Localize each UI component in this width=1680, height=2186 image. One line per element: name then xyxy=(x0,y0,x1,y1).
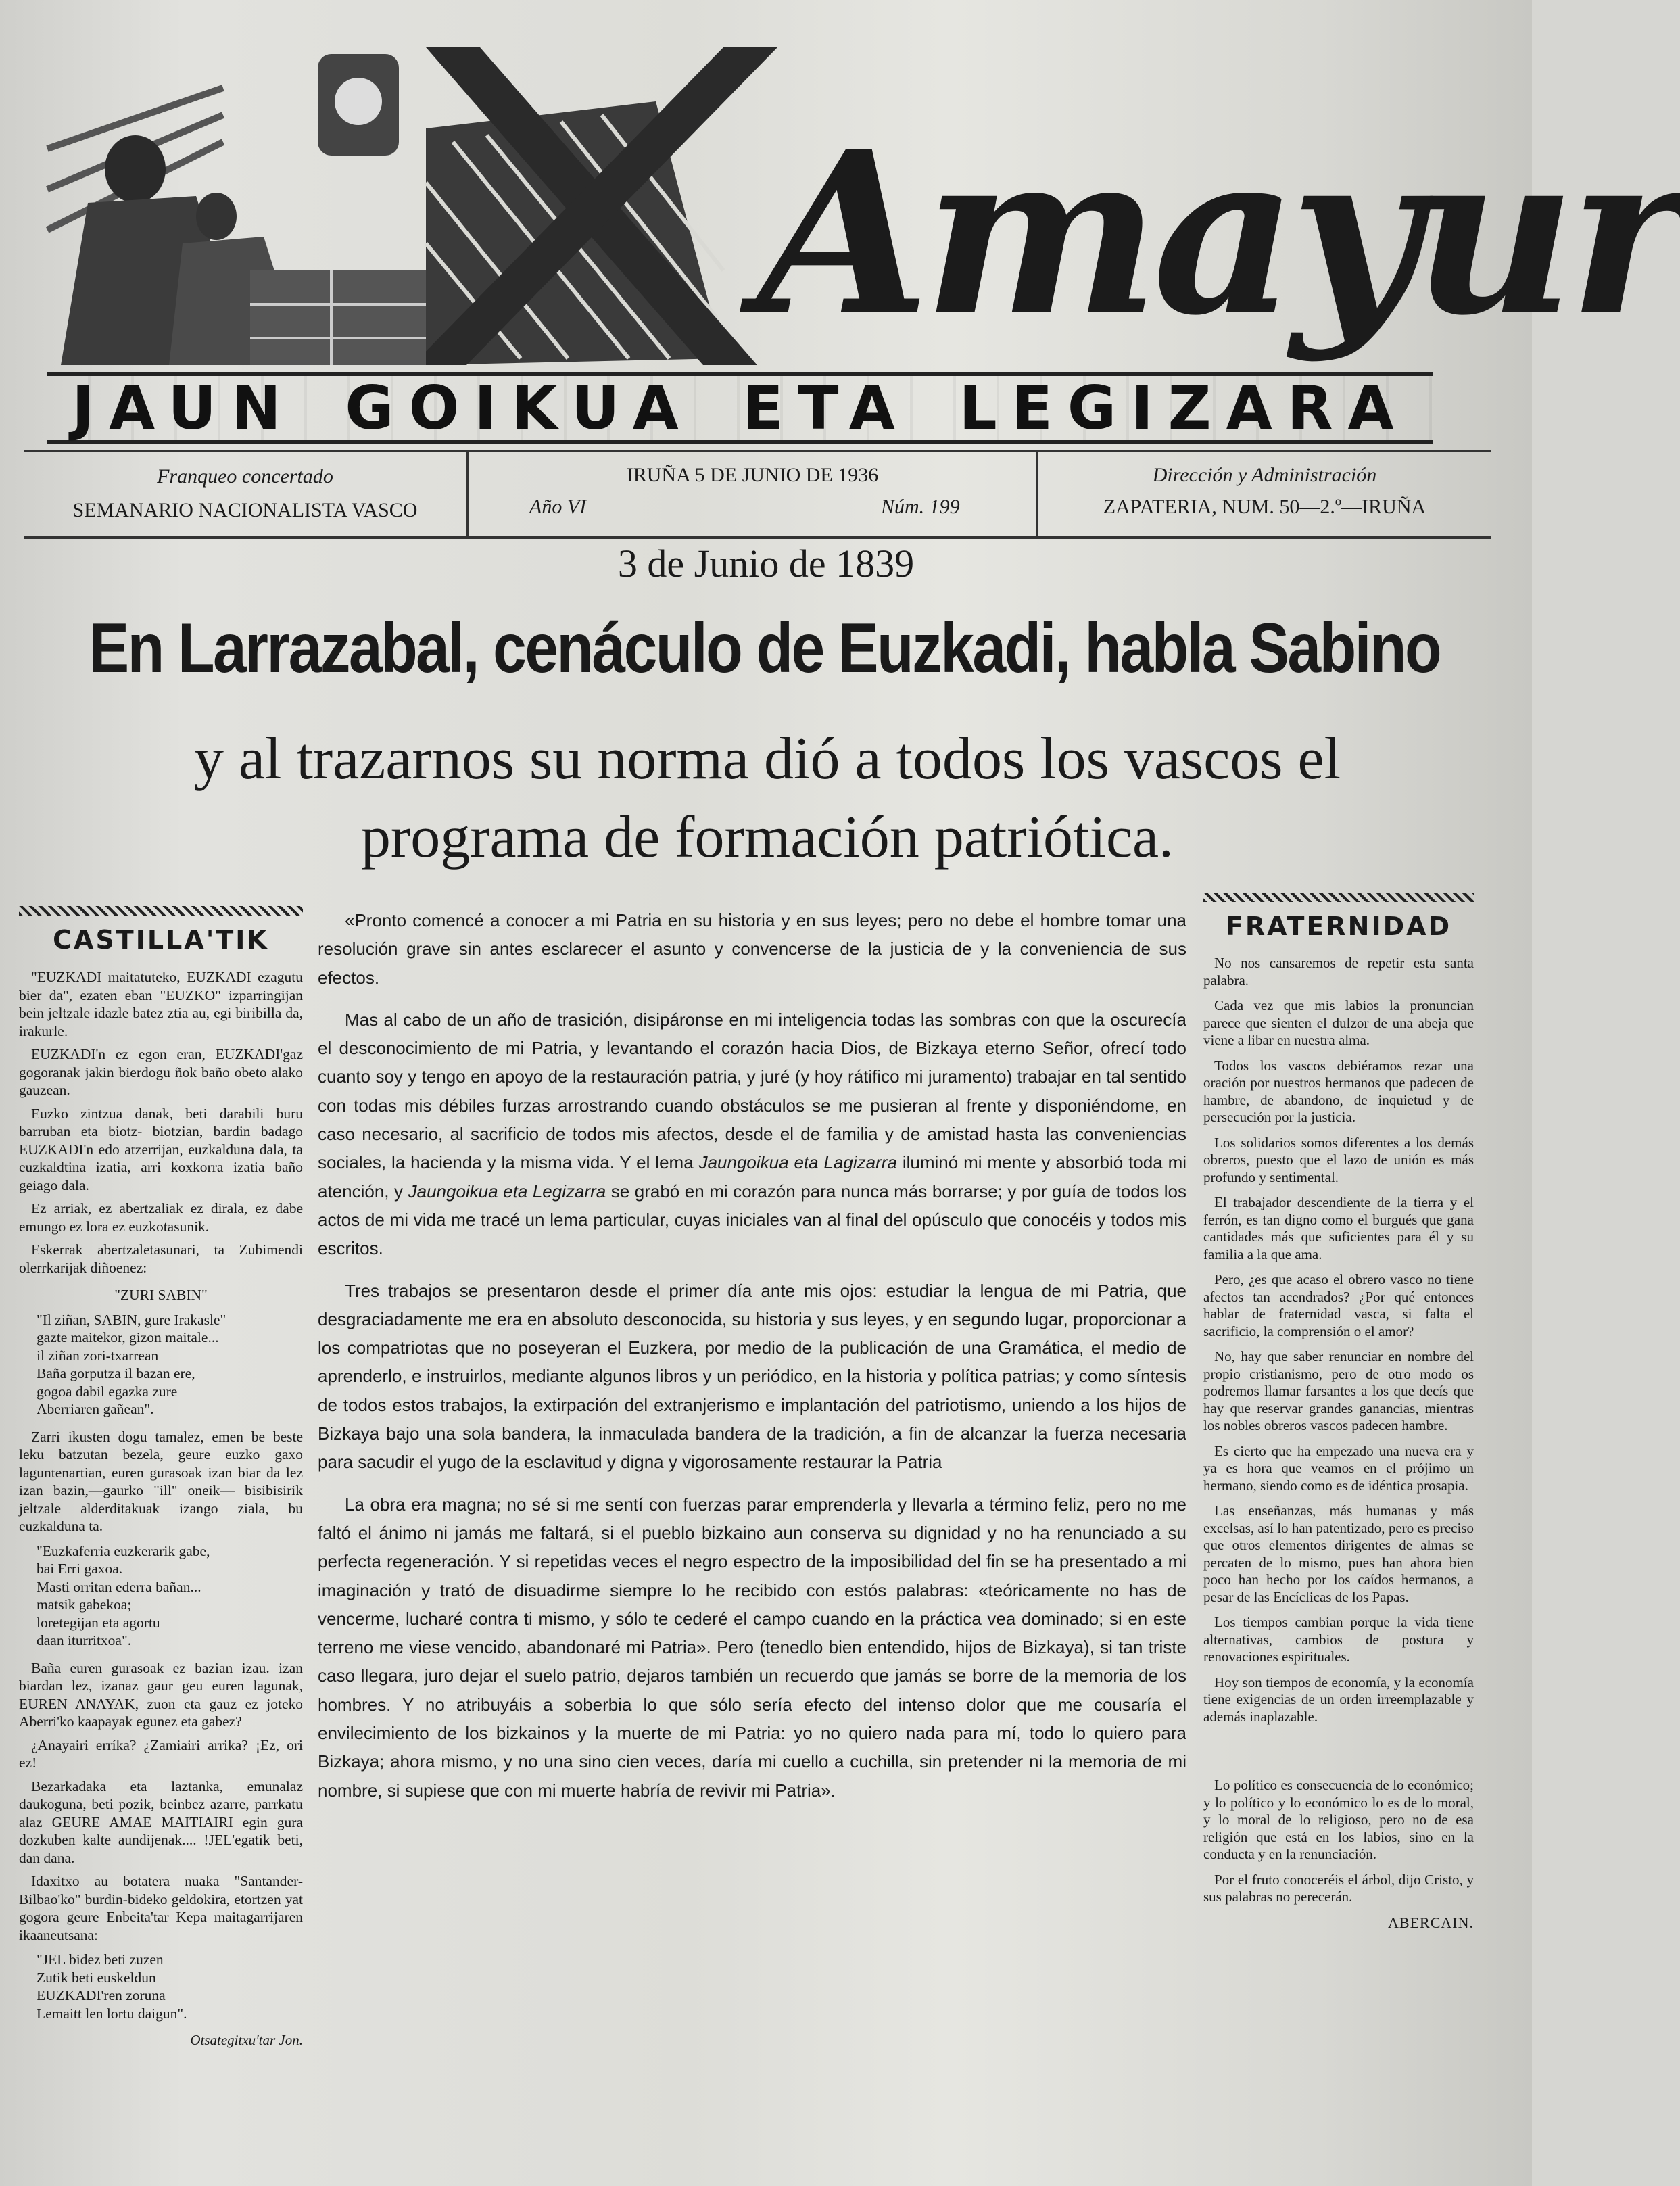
right-paragraph: No nos cansaremos de repetir esta santa palabra. xyxy=(1203,955,1474,989)
right-column xyxy=(1203,893,1474,1932)
subhead xyxy=(20,720,1514,877)
figure-head-2-icon xyxy=(196,193,237,240)
masthead-motto xyxy=(47,372,1433,444)
main-column xyxy=(318,906,1186,1818)
info-middle xyxy=(469,452,1038,536)
right-paragraph: Lo político es consecuencia de lo económico; y lo político y lo económico lo es de lo moral, y lo moral de lo religioso, pero no de esa religión que está en los labios, sino en la conducta y en la renunciación. xyxy=(1203,1777,1474,1862)
issue-year: Año VI xyxy=(529,496,587,518)
right-paragraph: Todos los vascos debiéramos rezar una oración por nuestros hermanos que padecen de hambre, de abandono, de inquietud y de persecución por la justicia. xyxy=(1203,1057,1474,1125)
left-paragraph: Bezarkadaka eta laztanka, emunalaz daukoguna, beti pozik, beinbez azarre, parrkatu alaz GEURE AMAE MAITIAIRI egin gura dozkuben kalte aundijenak.... !JEL'egatik beti, dan dana. xyxy=(19,1778,303,1866)
main-emphasis: Jaungoikua eta Legizarra xyxy=(408,1181,606,1202)
main-paragraph: «Pronto comencé a conocer a mi Patria en su historia y en sus leyes; pero no debe el hombre tomar una resolución grave sin antes esclarecer el asunto y convencerse de la justicia de y la conveniencia de sus efectos. xyxy=(318,910,1186,988)
main-text: Mas al cabo de un año de trasición, disipáronse en mi inteligencia todas las sombras con que la oscurecía el desconocimiento de mi Patria, y levantando el corazón hacia Dios, de Bizkaya eterno Señor, ofrecí todo cuanto soy y tengo en apoyo de la restauración patria, y juré (y hoy rátifico mi juramento) trabajar en tal sentido con todas mis débiles furzas arrostrando cuando obstáculos se me pusieran al frente y disponiéndome, en caso necesario, al sacrificio de todos mis afectos, desde el de familia y de amistad hasta las conveniencias sociales, la hacienda y la misma vida. Y el lema xyxy=(318,1009,1186,1173)
motto-word: LEGIZARA xyxy=(959,373,1409,443)
left-paragraph: Ez arriak, ez abertzaliak ez dirala, ez dabe emungo ez lora ez euzkotasunik. xyxy=(19,1200,303,1235)
left-column xyxy=(19,906,303,2049)
right-paragraph: Es cierto que ha empezado una nueva era y ya es hora que veamos en el prójimo un hermano, siendo como es de idéntica prosapia. xyxy=(1203,1442,1474,1494)
right-paragraph: Pero, ¿es que acaso el obrero vasco no tiene afectos tan acendrados? ¿Por qué entonces hablar de fraternidad vasca, si falta el sacrificio, la comprensión o el amor? xyxy=(1203,1271,1474,1339)
subhead-line: y al trazarnos su norma dió a todos los vascos el xyxy=(193,726,1341,792)
left-paragraph: Idaxitxo au botatera nuaka "Santander-Bilbao'ko" burdin-bideko geldokira, etortzen yat gogora geure Enbeita'tar Kepa maitagarrijaren ikaaneutsana: xyxy=(19,1873,303,1943)
left-paragraph: ¿Anayairi erríka? ¿Zamiairi arrika? ¡Ez, ori ez! xyxy=(19,1736,303,1771)
column-border-ornament xyxy=(1203,893,1474,902)
poem-verse: "Euzkaferria euzkerarik gabe, bai Erri gaxoa. Masti orritan ederra bañan... matsik gabekoa; loretegijan eta agortu daan iturritxoa". xyxy=(37,1542,210,1648)
figure-head-icon xyxy=(105,135,166,203)
subhead-line: programa de formación patriótica. xyxy=(360,805,1174,870)
issue-number: Núm. 199 xyxy=(881,496,960,518)
kicker: 3 de Junio de 1839 xyxy=(617,542,915,586)
right-paragraph: Cada vez que mis labios la pronuncian parece que sienten el dulzor de una abeja que viene a libar en nuestra alma. xyxy=(1203,997,1474,1048)
right-paragraph: Las enseñanzas, más humanas y más excelsas, así lo han patentizado, pero es preciso que otros elementos dirigentes de almas se percaten de lo mismo, pues han ahora bien poco han hecho por los caídos hermanos, a pesar de las Encíclicas de los Papas. xyxy=(1203,1502,1474,1605)
right-paragraph: Hoy son tiempos de economía, y la economía tiene exigencias de un orden irreemplazable y además inaplazable. xyxy=(1203,1673,1474,1725)
semanario-text: SEMANARIO NACIONALISTA VASCO xyxy=(72,499,418,521)
left-signature: Otsategitxu'tar Jon. xyxy=(190,2032,303,2048)
right-paragraph: El trabajador descendiente de la tierra y el ferrón, es tan digno como el burgués que gana cantidades más que suficientes para él y su familia a la que ama. xyxy=(1203,1194,1474,1262)
direccion-text: Dirección y Administración xyxy=(1152,464,1377,486)
motto-word: GOIKUA xyxy=(345,373,694,443)
issue-date: IRUÑA 5 DE JUNIO DE 1936 xyxy=(626,464,879,486)
info-bar xyxy=(24,450,1491,539)
franqueo-text: Franqueo concertado xyxy=(157,465,333,488)
right-signature: ABERCAIN. xyxy=(1388,1914,1474,1931)
stone-block xyxy=(250,270,426,365)
right-column-title: FRATERNIDAD xyxy=(1225,911,1452,941)
poem-verse: "JEL bidez beti zuzen Zutik beti euskeldun EUZKADI'ren zoruna Lemaitt len lortu daigun". xyxy=(37,1951,187,2022)
main-text: iluminó mi mente y absorbió toda mi atención, y xyxy=(318,1152,1187,1202)
left-paragraph: Eskerrak abertzaletasunari, ta Zubimendi olerrkarijak diñoenez: xyxy=(19,1241,303,1276)
right-paragraph: Los tiempos cambian porque la vida tiene alternativas, cambios de postura y renovaciones espirituales. xyxy=(1203,1614,1474,1665)
left-paragraph: Euzko zintzua danak, beti darabili buru barruban eta biotz- biotzian, bardin badago EUZKADI'n edo atzerrijan, euzkalduna dala, ta euzkaldtina izatia, arri koxkorra izatia baño geiago dala. xyxy=(19,1105,303,1193)
left-paragraph: EUZKADI'n ez egon eran, EUZKADI'gaz gogoranak jakin bierdogu ñok baño obeto alako gauzean. xyxy=(19,1046,303,1098)
poem-verse: "Il ziñan, SABIN, gure Irakasle" gazte maitekor, gizon maitale... il ziñan zori-txarrean Baña gorputza il bazan ere, gogoa dabil egazka zure Aberriaren gañean". xyxy=(37,1311,226,1417)
left-paragraph: Baña euren gurasoak ez bazian izau. izan biardan lez, izanaz gaur geu euren lagunak, EUREN ANAYAK, zuon eta gauz ez joteko Aberri'ko kaapayak egunez eta gabez? xyxy=(19,1659,303,1730)
address-text: ZAPATERIA, NUM. 50—2.º—IRUÑA xyxy=(1103,496,1426,518)
main-paragraph xyxy=(318,1005,1186,1263)
right-paragraph: No, hay que saber renunciar en nombre del propio cristianismo, pero de otro modo os podremos llamar farsantes a los que decís que hay que reservar grandes ganancias, mientras los nobles obreros vascos padecen hambre. xyxy=(1203,1348,1474,1433)
main-paragraph: Tres trabajos se presentaron desde el primer día ante mis ojos: estudiar la lengua de mi Patria, que desgraciadamente me era en absoluto desconocida, su historia y sus leyes, y en segundo lugar, proporcionar a los compatriotas que no poseyeran el Euzkera, por medio de la publicación de una Gramática, el medio de aprenderlo, e instruirlos, mediante algunos libros y un periódico, en la historia y política patrias; y como síntesis de todos estos trabajos, la extirpación del extranjerismo e implantación del patriotismo, uniendo a los hijos de Bizkaya bajo una sola bandera, la inmaculada bandera de la tradición, a fin de alcanzar la fuerza necesaria para sacudir el yugo de la esclavitud y digna y vigorosamente restaurar la Patria xyxy=(318,1280,1186,1473)
left-paragraph: Zarri ikusten dogu tamalez, emen be beste leku batzutan bezela, geure euzko gaxo laguntenartian, euren gurasoak izan biar da lez izan bazin,—gaurko "ill" oneik— bisibisirik jeltzale alderditakuak izango ziala, bu euzkalduna ta. xyxy=(19,1428,303,1534)
spacer xyxy=(1203,1734,1474,1777)
right-paragraph: Los solidarios somos diferentes a los demás obreros, puesto que el lazo de unión es más profundo y sentimental. xyxy=(1203,1134,1474,1185)
right-paragraph: Por el fruto conoceréis el árbol, dijo Cristo, y sus palabras no perecerán. xyxy=(1203,1871,1474,1905)
main-emphasis: Jaungoikua eta Lagizarra xyxy=(698,1152,897,1173)
left-paragraph: "EUZKADI maitatuteko, EUZKADI ezagutu bier da", ezaten eban "EUZKO" izparringijan bein jeltzale idazle batez ztia au, egi biribilla da, irakurle. xyxy=(19,969,303,1039)
poem-title: "ZURI SABIN" xyxy=(114,1287,208,1303)
info-right xyxy=(1038,452,1491,536)
motto-word: ETA xyxy=(742,373,910,443)
headline: En Larrazabal, cenáculo de Euzkadi, habla Sabino xyxy=(89,609,1441,688)
lauburu-icon xyxy=(335,78,382,125)
motto-word: JAUN xyxy=(72,373,296,443)
main-text: se grabó en mi corazón para nunca más borrarse; y por guía de todos los actos de mi vida me tracé un lema particular, cuyas iniciales van al final del opúsculo que conocéis y todos mis escritos. xyxy=(318,1181,1187,1259)
column-border-ornament xyxy=(19,906,303,916)
info-left xyxy=(24,452,469,536)
masthead-logo: Amayur xyxy=(757,102,1680,364)
masthead xyxy=(47,47,1680,443)
left-column-title: CASTILLA'TIK xyxy=(53,925,269,955)
main-paragraph: La obra era magna; no sé si me sentí con fuerzas parar emprenderla y llevarla a término feliz, pero no me faltó el ánimo ni jamás me faltará, si el pueblo bizkaino aun conserva su dignidad y no ha renunciado a su perfecta regeneración. Y si repetidas veces el negro espectro de la imposibilidad del fin se ha presentado a mi imaginación y trató de disuadirme siempre lo he recibido con estós palabras: «teóricamente no has de vencerme, lucharé contra ti mismo, y sólo te cederé el campo cuando en la práctica vea dominado; si en este terreno me viese vencido, abandonaré mi Patria». Pero (tenedlo bien entendido, hijos de Bizkaya), si tan triste caso llegara, juro dejar el suelo patrio, dejaros también un recuerdo que jamás se borre de la memoria de los hombres. Y no atribuyáis a soberbia lo que sólo sería efecto del intenso dolor que me cousaría el envilecimiento de los bizkainos y la muerte de mi Patria: yo no quiero nada para mí, todo lo quiero para Bizkaya; ahora mismo, y no una sino cien veces, daría mi cuello a cuchilla, sin pretender ni la memoria de mi nombre, si supiese que con mi muerte habría de revivir mi Patria». xyxy=(318,1494,1186,1801)
